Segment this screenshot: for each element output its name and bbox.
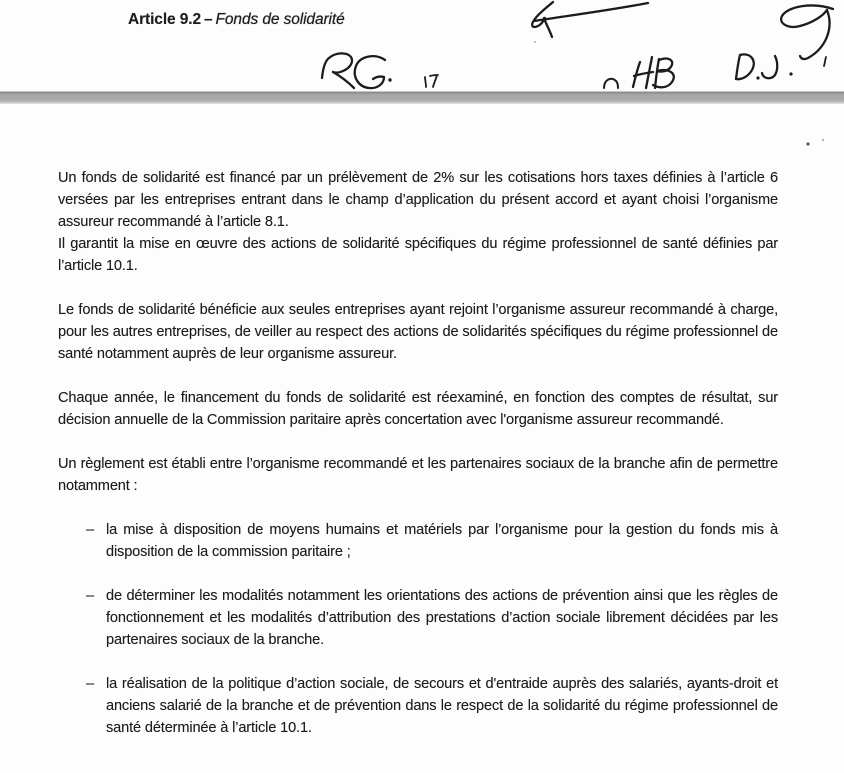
paragraph-text: Il garantit la mise en œuvre des actions de solidarité spécifiques du régime professionnel de santé définies par l’article 10.1. [58, 236, 778, 274]
speck-light [822, 139, 824, 141]
rg-letter-r [322, 53, 352, 78]
paraph-long-stroke [534, 3, 648, 21]
paragraph-text: Chaque année, le financement du fonds de solidarité est réexaminé, en fonction des comptes de résultat, sur décision annuelle de la Commission paritaire après concertation avec l'organisme assureur recommandé. [58, 390, 778, 428]
rg-letter-r-leg [333, 72, 354, 88]
speck-dark [806, 142, 809, 145]
document-body [58, 167, 778, 739]
dash-list [58, 519, 778, 739]
list-item [58, 519, 778, 563]
dj-d-bowl [736, 54, 754, 79]
paragraph-funding [58, 167, 778, 277]
paragraph-annual-review [58, 387, 778, 431]
digit-1 [425, 77, 426, 87]
list-item [58, 585, 778, 651]
handwritten-number-17 [425, 75, 438, 87]
paragraph-reglement-intro [58, 453, 778, 497]
initials-rg-icon [322, 53, 392, 88]
rg-letter-g [355, 56, 385, 88]
list-item-text: la mise à disposition de moyens humains et matériels par l’organisme pour la gestion du fonds mis à disposition de la commission paritaire ; [106, 522, 778, 560]
hb-h-crossbar [634, 72, 653, 76]
digit-7 [430, 75, 438, 87]
dj-second-dot [789, 72, 792, 75]
article-number: Article 9.2 [128, 11, 201, 28]
swirl-tail [800, 10, 830, 59]
dash-marker: – [86, 676, 94, 692]
swirl-signature-icon [781, 5, 833, 66]
hb-small-arc [604, 79, 618, 88]
hb-b-spine [655, 59, 659, 88]
rg-period-dot [388, 78, 391, 81]
dj-d-spine [736, 55, 740, 79]
signature-paraph-icon [532, 2, 648, 37]
list-item-text: de déterminer les modalités notamment les orientations des actions de prévention ainsi que les règles de fonctionnement et les modalités d’attribution des prestations d’action sociale librement décidées par les partenaires sociaux de la branche. [106, 588, 778, 648]
list-item [58, 673, 778, 739]
dj-first-dot [756, 76, 759, 79]
paragraph-text: Un fonds de solidarité est financé par un prélèvement de 2% sur les cotisations hors taxes définies à l’article 6 versées par les entreprises entrant dans le champ d’application du présent accord et ayant choisi l’organisme assureur recommandé à l’article 8.1. [58, 170, 778, 230]
dj-j-stroke [762, 56, 777, 78]
list-item-text: la réalisation de la politique d’action sociale, de secours et d'entraide auprès des salariés, ayants-droit et anciens salarié de la branche et de prévention dans le respect de la solidarité du régime professionnel de santé déterminée à l’article 10.1. [106, 676, 778, 736]
dash-marker: – [86, 522, 94, 538]
article-title: Fonds de solidarité [215, 11, 345, 28]
dash-marker: – [86, 588, 94, 604]
paraph-loop-stroke [532, 2, 553, 27]
initials-dj-icon [736, 54, 793, 79]
hb-h-left-stroke [633, 62, 640, 87]
article-heading [128, 11, 345, 29]
hb-b-bowls [653, 59, 674, 88]
paragraph-beneficiaries [58, 299, 778, 365]
initials-hb-icon [604, 57, 674, 88]
paragraph-text: Le fonds de solidarité bénéficie aux seules entreprises ayant rejoint l’organisme assureur recommandé à charge, pour les autres entreprises, de veiller au respect des actions de solidarités spécifiques du régime professionnel de santé notamment auprès de leur organisme assureur. [58, 302, 778, 362]
paraph-descender-stroke [544, 18, 552, 37]
heading-separator: – [204, 11, 213, 28]
page-scan-divider [0, 91, 844, 104]
paragraph-text: Un règlement est établi entre l’organisme recommandé et les partenaires sociaux de la branche afin de permettre notamment : [58, 456, 778, 494]
swirl-apostrophe-tick [824, 57, 826, 66]
speck-faint [534, 41, 536, 43]
hb-h-right-stroke [646, 57, 652, 88]
swirl-top-curve [781, 5, 833, 26]
